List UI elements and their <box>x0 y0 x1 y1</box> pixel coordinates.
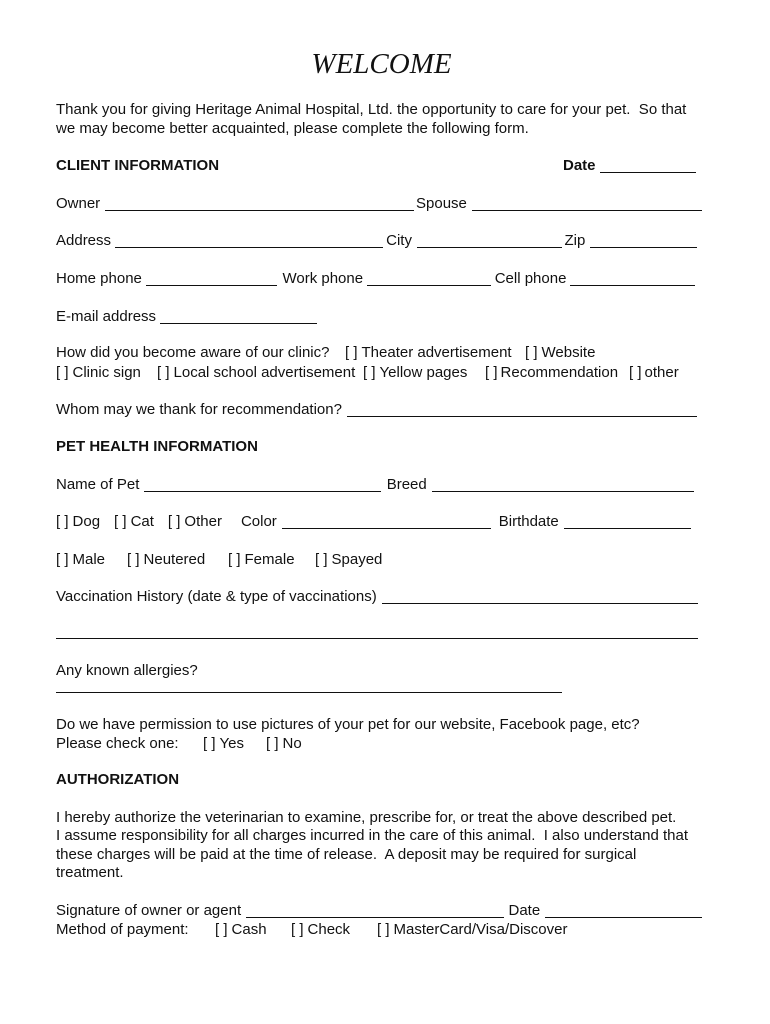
vaccination-field[interactable] <box>382 587 698 604</box>
photo-permission-prompt <box>56 734 179 754</box>
awareness-question-label: How did you become aware of our clinic? <box>56 344 330 361</box>
option-label: Check <box>307 921 351 938</box>
option-website[interactable] <box>525 343 595 363</box>
intro-line-2: we may become better acquainted, please complete the following form. <box>56 120 529 137</box>
color-field[interactable] <box>282 512 491 529</box>
form-date-field[interactable] <box>600 156 696 173</box>
awareness-row-2 <box>0 363 770 383</box>
allergies-field[interactable] <box>56 692 562 693</box>
option-label: other <box>644 364 679 381</box>
owner-field[interactable] <box>105 194 414 211</box>
signature-label: Signature of owner or agent <box>56 902 242 919</box>
payment-row <box>0 920 770 940</box>
signature-date-label: Date <box>508 902 541 919</box>
authorization-text-line: these charges will be paid at the time of release. A deposit may be required for surgical <box>56 846 637 863</box>
photo-permission-question: Do we have permission to use pictures of your pet for our website, Facebook page, etc? <box>56 716 640 733</box>
option-neutered[interactable] <box>127 550 205 570</box>
photo-permission-row <box>0 734 770 754</box>
payment-label: Method of payment: <box>56 921 189 938</box>
awareness-row-1 <box>0 343 770 363</box>
checkbox[interactable]: [ ] <box>266 735 279 752</box>
photo-permission-prompt-label: Please check one: <box>56 735 179 752</box>
color-label: Color <box>240 513 277 530</box>
city-field[interactable] <box>417 231 562 248</box>
section-heading-pet-health: PET HEALTH INFORMATION <box>56 438 258 455</box>
option-other-species[interactable] <box>168 512 222 532</box>
option-yes[interactable] <box>203 734 244 754</box>
species-color-row <box>56 512 691 532</box>
spouse-label: Spouse <box>416 195 467 212</box>
checkbox[interactable]: [ ] <box>291 921 304 938</box>
breed-field[interactable] <box>432 475 694 492</box>
option-label: Male <box>72 551 106 568</box>
checkbox[interactable]: [ ] <box>56 364 69 381</box>
client-info-header <box>0 156 770 176</box>
checkbox[interactable]: [ ] <box>215 921 228 938</box>
option-female[interactable] <box>228 550 295 570</box>
option-theater-advertisement[interactable] <box>345 343 512 363</box>
vaccination-field-continued[interactable] <box>56 638 698 639</box>
option-label: Clinic sign <box>72 364 141 381</box>
page-title: WELCOME <box>311 48 452 80</box>
option-male[interactable] <box>56 550 105 570</box>
intro-line-1: Thank you for giving Heritage Animal Hospital, Ltd. the opportunity to care for your pet. So that <box>56 101 687 118</box>
checkbox[interactable]: [ ] <box>525 344 538 361</box>
signature-field[interactable] <box>246 901 504 918</box>
option-label: Other <box>184 513 222 530</box>
authorization-text-line: I hereby authorize the veterinarian to examine, prescribe for, or treat the above described pet. <box>56 809 677 826</box>
option-label: Cat <box>130 513 154 530</box>
option-label: MasterCard/Visa/Discover <box>393 921 568 938</box>
email-field[interactable] <box>160 307 317 324</box>
option-label: Theater advertisement <box>361 344 512 361</box>
option-dog[interactable] <box>56 512 100 532</box>
checkbox[interactable]: [ ] <box>157 364 170 381</box>
recommendation-label: Whom may we thank for recommendation? <box>56 401 342 418</box>
checkbox[interactable]: [ ] <box>377 921 390 938</box>
cell-phone-label: Cell phone <box>494 270 567 287</box>
pet-name-row <box>56 475 694 495</box>
option-no[interactable] <box>266 734 302 754</box>
checkbox[interactable]: [ ] <box>56 551 69 568</box>
address-field[interactable] <box>115 231 383 248</box>
option-label: Website <box>541 344 596 361</box>
home-phone-field[interactable] <box>146 269 278 286</box>
option-recommendation[interactable] <box>485 363 618 383</box>
phone-row <box>56 269 695 289</box>
checkbox[interactable]: [ ] <box>629 364 642 381</box>
option-label: Yes <box>219 735 244 752</box>
checkbox[interactable]: [ ] <box>203 735 216 752</box>
option-label: Recommendation <box>500 364 619 381</box>
birthdate-field[interactable] <box>564 512 691 529</box>
breed-label: Breed <box>386 476 427 493</box>
option-label: Female <box>244 551 295 568</box>
section-heading-authorization: AUTHORIZATION <box>56 771 180 788</box>
section-heading-label: CLIENT INFORMATION <box>56 157 220 174</box>
city-label: City <box>386 232 412 249</box>
checkbox[interactable]: [ ] <box>228 551 241 568</box>
signature-date-field[interactable] <box>545 901 702 918</box>
payment-method-label <box>56 920 189 940</box>
checkbox[interactable]: [ ] <box>485 364 498 381</box>
option-local-school-advertisement[interactable] <box>157 363 355 383</box>
option-spayed[interactable] <box>315 550 382 570</box>
signature-row <box>56 901 702 921</box>
option-label: No <box>282 735 302 752</box>
option-label: Yellow pages <box>379 364 468 381</box>
option-label: Cash <box>231 921 267 938</box>
option-label: Spayed <box>331 551 383 568</box>
section-heading-client-information <box>56 156 219 176</box>
pet-name-field[interactable] <box>144 475 380 492</box>
vaccination-row <box>56 587 698 607</box>
zip-label: Zip <box>564 232 586 249</box>
option-yellow-pages[interactable] <box>363 363 467 383</box>
option-cat[interactable] <box>114 512 154 532</box>
checkbox[interactable]: [ ] <box>127 551 140 568</box>
option-label: Dog <box>72 513 101 530</box>
checkbox[interactable]: [ ] <box>363 364 376 381</box>
awareness-question <box>56 343 329 363</box>
option-check[interactable] <box>291 920 350 940</box>
checkbox[interactable]: [ ] <box>345 344 358 361</box>
option-cash[interactable] <box>215 920 267 940</box>
checkbox[interactable]: [ ] <box>56 513 69 530</box>
spouse-field[interactable] <box>472 194 702 211</box>
checkbox[interactable]: [ ] <box>114 513 127 530</box>
option-credit-card[interactable] <box>377 920 567 940</box>
work-phone-label: Work phone <box>282 270 364 287</box>
authorization-text-line: I assume responsibility for all charges incurred in the care of this animal. I also understand that <box>56 827 688 844</box>
option-clinic-sign[interactable] <box>56 363 141 383</box>
owner-label: Owner <box>56 195 101 212</box>
checkbox[interactable]: [ ] <box>167 513 181 530</box>
owner-spouse-row <box>56 194 702 214</box>
work-phone-field[interactable] <box>367 269 491 286</box>
form-date-group <box>563 156 696 176</box>
cell-phone-field[interactable] <box>570 269 695 286</box>
birthdate-label: Birthdate <box>498 513 559 530</box>
zip-field[interactable] <box>590 231 697 248</box>
pet-name-label: Name of Pet <box>56 476 140 493</box>
allergies-label: Any known allergies? <box>56 662 198 679</box>
option-label: Local school advertisement <box>173 364 356 381</box>
form-date-label: Date <box>563 157 596 174</box>
recommendation-row <box>56 400 697 420</box>
sex-row <box>0 550 770 570</box>
address-row <box>56 231 697 251</box>
checkbox[interactable]: [ ] <box>315 551 328 568</box>
recommendation-field[interactable] <box>347 400 697 417</box>
option-other[interactable] <box>629 363 679 383</box>
authorization-text-line: treatment. <box>56 864 124 881</box>
vaccination-label: Vaccination History (date & type of vaccinations) <box>56 588 377 605</box>
option-label: Neutered <box>143 551 206 568</box>
address-label: Address <box>56 232 112 249</box>
home-phone-label: Home phone <box>56 270 142 287</box>
email-row <box>56 307 317 327</box>
email-label: E-mail address <box>56 308 157 325</box>
